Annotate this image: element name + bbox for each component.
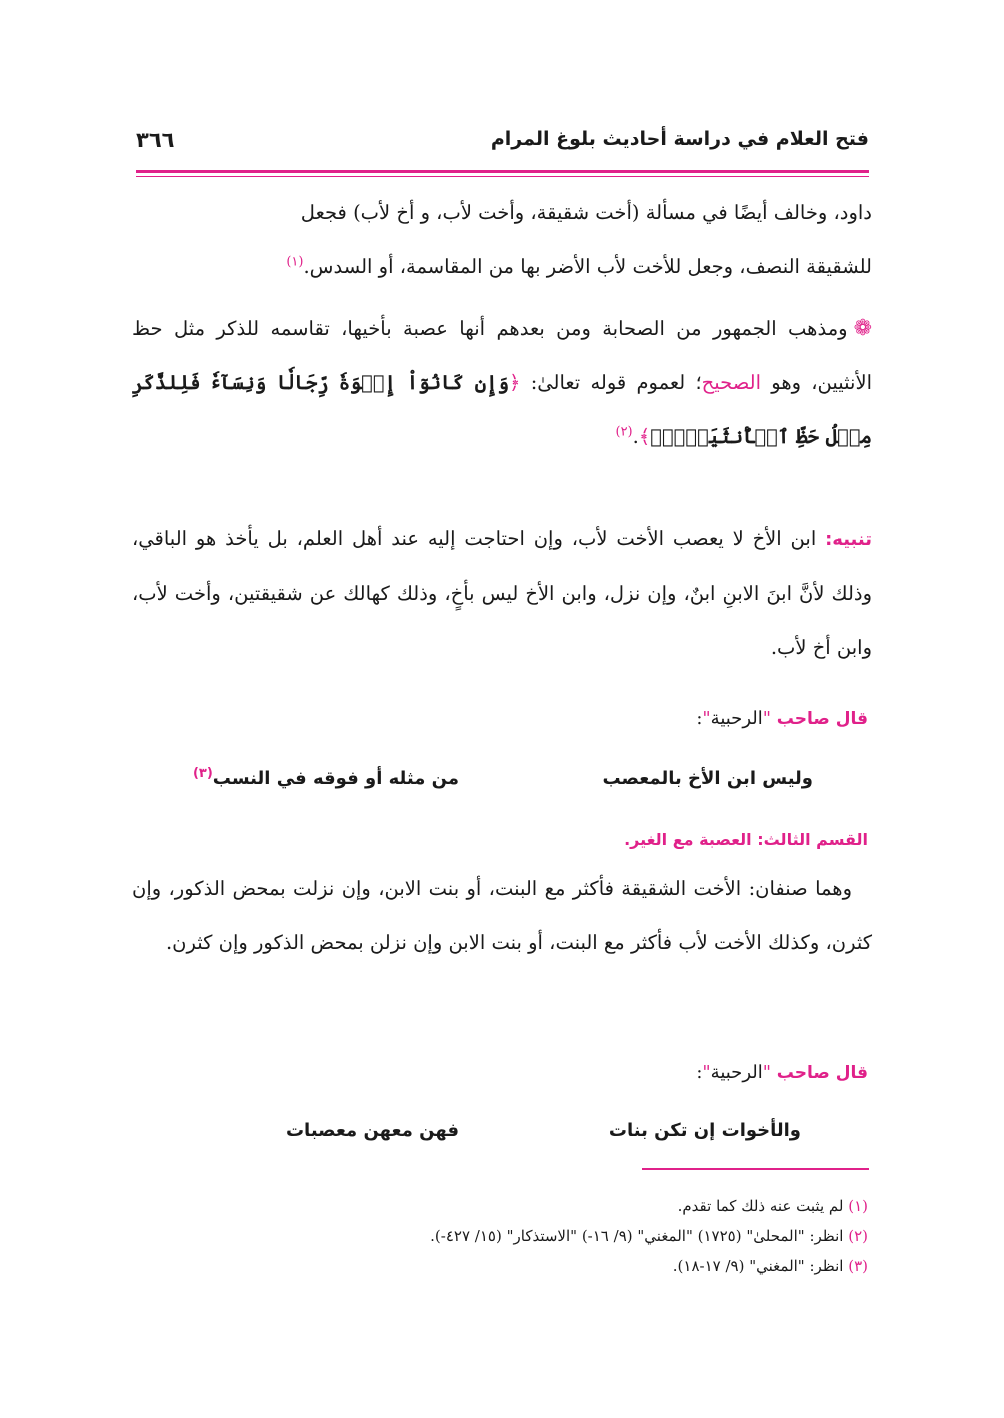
verse-second-hemistich: من مثله أو فوقه في النسب [212, 768, 459, 789]
paragraph-text: وهما صنفان: الأخت الشقيقة فأكثر مع البنت، أو بنت الابن، وإن نزلت بمحض الذكور، وإن كثرن، وكذلك الأخت لأب فأكثر مع البنت، أو بنت الابن وإن نزلن بمحض الذكور وإن كثرن. [132, 877, 872, 954]
quote-mark: " [762, 1062, 772, 1083]
note-label: تنبيه: [825, 529, 872, 550]
sentence-end: . [632, 425, 639, 448]
highlight-word: الصحيح [701, 371, 762, 394]
paragraph-text: ابن الأخ لا يعصب الأخت لأب، وإن احتاجت إليه عند أهل العلم، بل يأخذ هو الباقي، وذلك لأنَّ ابنَ الابنِ ابنٌ، وإن نزل، وابن الأخ ليس بأخٍ، وذلك كهالك عن شقيقتين، وأخت لأب، وابن أخ لأب. [132, 527, 872, 659]
paragraph-text: ؛ لعموم قوله تعالىٰ: [520, 371, 702, 394]
verse-second-hemistich: فهن معهن معصبات [285, 1120, 459, 1141]
footnote-item [135, 1221, 868, 1251]
footnote-number: (٢) [848, 1227, 868, 1245]
footnote-number: (١) [848, 1197, 868, 1215]
page-header [136, 128, 869, 168]
paragraph-note [132, 512, 872, 675]
quran-bracket-open: ﴿ [509, 371, 521, 394]
flower-bullet-icon: ❁ [853, 316, 872, 341]
poem-verse [136, 768, 869, 808]
poem-source: الرحبية [710, 708, 763, 729]
footnote-text: انظر: "المغني" (٩/ ١٧-١٨). [672, 1257, 849, 1275]
quote-mark: " [702, 708, 711, 729]
footnote-text: انظر: "المحلىٰ" (١٧٢٥) "المغني" (٩/ ١٦-) "الاستذكار" (١٥/ ٤٢٧-). [430, 1227, 849, 1245]
paragraph [132, 862, 872, 970]
poem-verse [136, 1120, 869, 1160]
intro-label: قال صاحب [776, 1063, 868, 1083]
paragraph-line [132, 186, 872, 240]
section-heading: القسم الثالث: العصبة مع الغير. [624, 830, 868, 849]
verse-second-hemistich-wrap [193, 768, 459, 789]
footnotes [135, 1191, 868, 1281]
quote-mark: " [762, 708, 772, 729]
verse-first-hemistich: وليس ابن الأخ بالمعصب [602, 768, 813, 789]
quote-mark: " [702, 1062, 711, 1083]
footnote-reference[interactable]: (٢) [615, 424, 633, 440]
verse-first-hemistich: والأخوات إن تكن بنات [608, 1120, 801, 1141]
footnote-item [135, 1251, 868, 1281]
paragraph [132, 302, 872, 464]
intro-label: قال صاحب [776, 709, 868, 729]
paragraph-text: ومذهب الجمهور من الصحابة ومن بعدهم أنها عصبة بأخيها، تقاسمه للذكر مثل حظ الأنثيين، وهو [132, 317, 872, 394]
running-title: فتح العلام في دراسة أحاديث بلوغ المرام [490, 128, 869, 150]
header-rule-thick [136, 170, 869, 173]
paragraph-text: للشقيقة النصف، وجعل للأخت لأب الأضر بها من المقاسمة، أو السدس. [303, 255, 872, 278]
footnote-reference[interactable]: (٣) [192, 766, 213, 781]
footnote-text: لم يثبت عنه ذلك كما تقدم. [677, 1197, 849, 1215]
footnote-number: (٣) [848, 1257, 868, 1275]
footnote-item [135, 1191, 868, 1221]
page-number: ٣٦٦ [136, 128, 175, 152]
paragraph-continuation [132, 186, 872, 294]
footnote-reference[interactable]: (١) [286, 254, 304, 270]
poem-source: الرحبية [710, 1062, 763, 1083]
intro-colon: : [696, 1062, 703, 1083]
intro-colon: : [696, 708, 703, 729]
poem-intro [696, 1062, 868, 1083]
paragraph-line [132, 240, 872, 294]
paragraph-text: داود، وخالف أيضًا في مسألة (أخت شقيقة، وأخت لأب، و أخ لأب) فجعل [300, 201, 872, 224]
quran-verse: وَإِن كَانُوٓاْ إِخۡوَةٗ رِّجَالٗا وَنِسَآءٗ فَلِلذَّكَرِ مِثۡلُ حَظِّ ٱلۡأُنثَيَيۡنِۚ [132, 371, 872, 448]
poem-intro [696, 708, 868, 729]
header-rule-thin [136, 176, 869, 177]
quran-bracket-close: ﴾ [638, 425, 651, 448]
paragraph-two-types [132, 862, 872, 970]
paragraph-majority-opinion [132, 302, 872, 464]
paragraph [132, 512, 872, 675]
footnote-separator [642, 1168, 869, 1170]
